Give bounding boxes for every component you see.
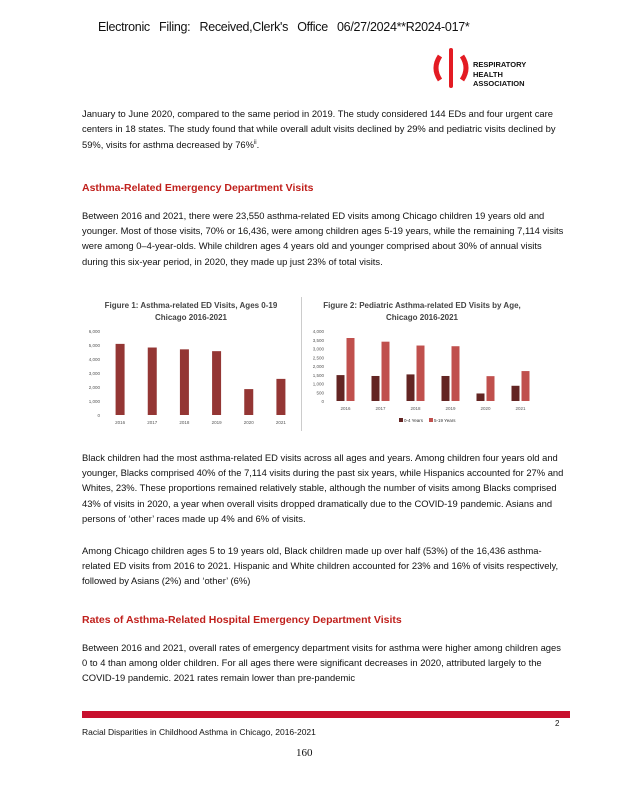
x-tick-label: 2019 <box>445 406 456 411</box>
y-tick-label: 1,000 <box>88 399 100 404</box>
bar <box>337 375 345 401</box>
logo-line: HEALTH <box>473 69 503 79</box>
x-tick-label: 2019 <box>211 420 222 425</box>
bar <box>244 389 253 415</box>
x-tick-label: 2020 <box>243 420 254 425</box>
page-number: 2 <box>555 719 560 728</box>
x-tick-label: 2021 <box>275 420 286 425</box>
legend-label: 5-19 Years <box>434 418 456 423</box>
y-tick-label: 2,000 <box>88 385 100 390</box>
y-tick-label: 3,000 <box>312 346 324 352</box>
y-tick-label: 2,500 <box>312 355 324 361</box>
y-tick-label: 500 <box>316 390 324 396</box>
bar <box>487 376 495 401</box>
section-heading: Rates of Asthma-Related Hospital Emergency Department Visits <box>82 614 402 626</box>
bar <box>180 349 189 415</box>
intro-paragraph <box>82 106 567 153</box>
bar <box>452 346 460 401</box>
logo-text <box>473 60 526 89</box>
x-tick-label: 2017 <box>375 406 386 411</box>
chart-subtitle: Chicago 2016-2021 <box>154 313 228 322</box>
chart-2-svg <box>304 297 540 431</box>
chart-title: Figure 1: Asthma-related ED Visits, Ages 0-19 <box>104 301 278 310</box>
bar <box>148 348 157 415</box>
bar <box>512 386 520 401</box>
figure-2 <box>304 297 540 431</box>
x-tick-label: 2017 <box>147 420 158 425</box>
bar <box>347 338 355 401</box>
bar <box>417 346 425 401</box>
y-tick-label: 0 <box>321 399 324 404</box>
footnote-ref: ii <box>253 140 257 147</box>
bar <box>477 393 485 401</box>
divider <box>301 297 302 431</box>
x-tick-label: 2018 <box>410 406 421 411</box>
y-tick-label: 1,000 <box>312 381 324 387</box>
bar <box>407 374 415 401</box>
y-tick-label: 2,000 <box>312 364 324 369</box>
y-tick-label: 3,500 <box>312 337 324 343</box>
bar <box>522 371 530 401</box>
y-tick-label: 6,000 <box>88 329 100 334</box>
bar <box>116 344 125 415</box>
chart-title: Figure 2: Pediatric Asthma-related ED Visits by Age, <box>323 301 521 310</box>
paragraph: Between 2016 and 2021, there were 23,550 asthma-related ED visits among Chicago children 19 years old and younger. Most of those visits, 70% or 16,436, were among children ages 5-19 years, while the remaining 7,114 visits were among 0–4-year-olds. While children ages 4 years old and younger comprised about 30% of annual visits during this six-year period, in 2020, they made up just 23% of total visits. <box>82 210 564 267</box>
bar <box>212 351 221 415</box>
legend-label: 0-4 Years <box>404 418 424 423</box>
paragraph: Black children had the most asthma-related ED visits across all ages and years. Among children four years old and younger, Blacks comprised 40% of the 7,114 visits during the past six years, while Hispanics accounted for 27% and Whites, 23%. These proportions remained relatively stable, although the number of visits among Blacks comprised 43% of visits in 2020, a year when overall visits dropped dramatically due to the COVID-19 pandemic. Asians and persons of ‘other’ races made up 4% and 6% of visits. <box>82 452 564 524</box>
legend-swatch <box>399 418 403 422</box>
bar <box>382 342 390 401</box>
section-heading: Asthma-Related Emergency Department Visits <box>82 182 314 194</box>
footer-bar <box>82 711 570 718</box>
legend-swatch <box>429 418 433 422</box>
x-tick-label: 2021 <box>515 406 526 411</box>
intro-end: . <box>256 139 260 151</box>
x-tick-label: 2016 <box>340 406 351 411</box>
filing-stamp: Electronic Filing: Received,Clerk's Office 06/27/2024**R2024-017* <box>98 20 470 34</box>
y-tick-label: 4,000 <box>312 329 324 334</box>
y-tick-label: 5,000 <box>88 343 100 348</box>
y-tick-label: 3,000 <box>88 371 100 376</box>
bar <box>372 376 380 401</box>
y-tick-label: 0 <box>97 413 100 418</box>
logo-line: ASSOCIATION <box>473 79 525 88</box>
x-tick-label: 2018 <box>179 420 190 425</box>
bar <box>442 376 450 401</box>
rha-logo-icon <box>431 48 471 88</box>
paragraph: Among Chicago children ages 5 to 19 years old, Black children made up over half (53%) of the 16,436 asthma-related ED visits from 2016 to 2021. Hispanic and White children accounted for 23% and 16% of visits respectively, followed by Asians (2%) and ‘other’ (6%) <box>82 545 559 587</box>
bar <box>276 379 285 415</box>
y-tick-label: 4,000 <box>88 357 100 362</box>
x-tick-label: 2020 <box>480 406 491 411</box>
document-page-number: 160 <box>296 747 313 759</box>
paragraph: Between 2016 and 2021, overall rates of emergency department visits for asthma were higher among children ages 0 to 4 than among older children. For all ages there were significant decreases in 2020, attributed largely to the COVID-19 pandemic. 2021 rates remain lower than pre-pandemic <box>82 642 561 684</box>
x-tick-label: 2016 <box>115 420 126 425</box>
chart-1-svg <box>82 297 300 427</box>
y-tick-label: 1,500 <box>312 372 324 378</box>
logo-line: RESPIRATORY <box>473 60 527 69</box>
intro-text: January to June 2020, compared to the same period in 2019. The study considered 144 EDs and four urgent care centers in 18 states. The study found that while overall adult visits declined by 29% and pediatric visits declined by 59%, visits for asthma decreased by 76% <box>82 108 556 151</box>
figure-1 <box>82 297 300 427</box>
footer-text: Racial Disparities in Childhood Asthma in Chicago, 2016-2021 <box>82 727 316 737</box>
chart-subtitle: Chicago 2016-2021 <box>385 313 459 322</box>
